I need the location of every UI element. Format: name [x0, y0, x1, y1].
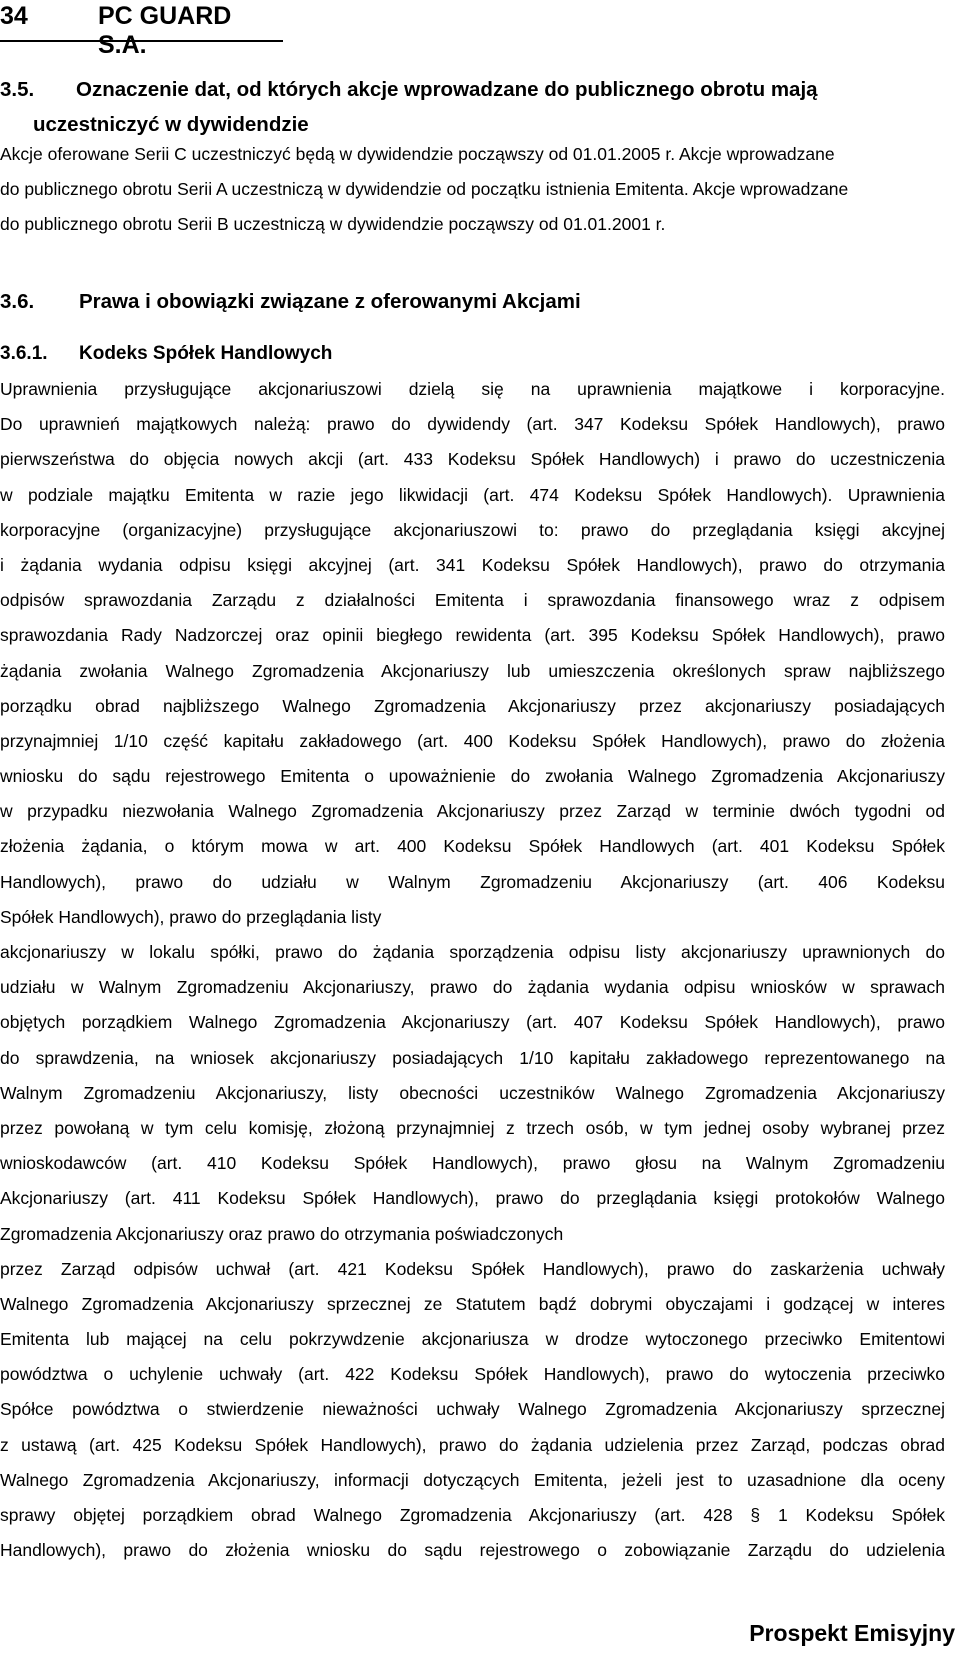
- paragraph-line: odpisów sprawozdania Zarządu z działalności Emitenta i sprawozdania finansowego wraz z odpisem: [0, 590, 945, 611]
- paragraph-line: udziału w Walnym Zgromadzeniu Akcjonariuszy, prawo do żądania wydania odpisu wniosków w sprawach: [0, 977, 945, 998]
- paragraph-line: sprawozdania Rady Nadzorczej oraz opinii biegłego rewidenta (art. 395 Kodeksu Spółek Handlowych), prawo: [0, 625, 945, 646]
- paragraph-line: powództwa o uchylenie uchwały (art. 422 Kodeksu Spółek Handlowych), prawo do wytoczenia przeciwko: [0, 1364, 945, 1385]
- paragraph-line: Handlowych), prawo do złożenia wniosku do sądu rejestrowego o zobowiązanie Zarządu do udzielenia: [0, 1540, 945, 1561]
- paragraph-line: z ustawą (art. 425 Kodeksu Spółek Handlowych), prawo do żądania udzielenia przez Zarząd, podczas obrad: [0, 1434, 945, 1455]
- section-3-6-heading: [0, 290, 581, 314]
- paragraph-line: Walnego Zgromadzenia Akcjonariuszy sprzecznej ze Statutem bądź dobrymi obyczajami i godzącej w interes: [0, 1293, 945, 1314]
- footer-label: Prospekt Emisyjny: [749, 1620, 955, 1646]
- paragraph-line: sprawy objętej porządkiem obrad Walnego Zgromadzenia Akcjonariuszy (art. 428 § 1 Kodeksu Spółek: [0, 1505, 945, 1525]
- paragraph-line: przynajmniej 1/10 część kapitału zakładowego (art. 400 Kodeksu Spółek Handlowych), prawo do złożenia: [0, 730, 945, 751]
- paragraph-line: Uprawnienia przysługujące akcjonariuszowi dzielą się na uprawnienia majątkowe i korporacyjne.: [0, 379, 945, 399]
- section-3-5-paragraph: [0, 137, 945, 243]
- paragraph-line: Akcje oferowane Serii C uczestniczyć będą w dywidendzie począwszy od 01.01.2005 r. Akcje wprowadzane: [0, 144, 835, 164]
- section-3-5-title-line2: uczestniczyć w dywidendzie: [33, 113, 309, 136]
- section-3-6-1-paragraph: [0, 372, 945, 1568]
- section-3-6-1-heading: [0, 343, 332, 365]
- section-3-6-title: Prawa i obowiązki związane z oferowanymi Akcjami: [79, 290, 581, 313]
- paragraph-line: Spółek Handlowych), prawo do przeglądania listy: [0, 906, 382, 927]
- paragraph-line: wniosku do sądu rejestrowego Emitenta o upoważnienie do zwołania Walnego Zgromadzenia Akcjonariuszy: [0, 766, 945, 787]
- paragraph-line: i żądania wydania odpisu księgi akcyjnej (art. 341 Kodeksu Spółek Handlowych), prawo do otrzymania: [0, 554, 945, 575]
- section-3-5-heading: [0, 72, 945, 107]
- section-3-6-number: 3.6.: [0, 290, 35, 313]
- paragraph-line: przez powołaną w tym celu komisję, złożoną przynajmniej z trzech osób, w tym jednej osoby wybranej przez: [0, 1117, 945, 1138]
- page-number: 34: [0, 2, 28, 30]
- paragraph-line: Walnym Zgromadzeniu Akcjonariuszy, listy obecności uczestników Walnego Zgromadzenia Akcjonariuszy: [0, 1082, 945, 1103]
- paragraph-line: do publicznego obrotu Serii A uczestniczą w dywidendzie od początku istnienia Emitenta. Akcje wprowadzane: [0, 179, 849, 200]
- paragraph-line: korporacyjne (organizacyjne) przysługujące akcjonariuszowi to: prawo do przeglądania księgi akcyjnej: [0, 519, 945, 540]
- section-3-5-number: 3.5.: [0, 78, 35, 101]
- section-3-5-title-line1: Oznaczenie dat, od których akcje wprowadzane do publicznego obrotu mają: [76, 78, 818, 101]
- paragraph-line: Akcjonariuszy (art. 411 Kodeksu Spółek Handlowych), prawo do przeglądania księgi protokołów Walnego: [0, 1188, 945, 1209]
- paragraph-line: Handlowych), prawo do udziału w Walnym Zgromadzeniu Akcjonariuszy (art. 406 Kodeksu: [0, 871, 945, 892]
- paragraph-line: akcjonariuszy w lokalu spółki, prawo do żądania sporządzenia odpisu listy akcjonariuszy uprawnionych do: [0, 942, 945, 962]
- paragraph-line: wnioskodawców (art. 410 Kodeksu Spółek Handlowych), prawo głosu na Walnym Zgromadzeniu: [0, 1153, 945, 1174]
- paragraph-line: objętych porządkiem Walnego Zgromadzenia Akcjonariuszy (art. 407 Kodeksu Spółek Handlowych), prawo: [0, 1012, 945, 1033]
- paragraph-line: przez Zarząd odpisów uchwał (art. 421 Kodeksu Spółek Handlowych), prawo do zaskarżenia uchwały: [0, 1258, 945, 1279]
- paragraph-line: do publicznego obrotu Serii B uczestniczą w dywidendzie począwszy od 01.01.2001 r.: [0, 214, 666, 235]
- paragraph-line: pierwszeństwa do objęcia nowych akcji (art. 433 Kodeksu Spółek Handlowych) i prawo do uczestniczenia: [0, 449, 945, 470]
- paragraph-line: żądania zwołania Walnego Zgromadzenia Akcjonariuszy lub umieszczenia określonych spraw najbliższego: [0, 660, 945, 681]
- page-header: [0, 0, 283, 59]
- paragraph-line: w przypadku niezwołania Walnego Zgromadzenia Akcjonariuszy przez Zarząd w terminie dwóch tygodni od: [0, 801, 945, 822]
- paragraph-line: Walnego Zgromadzenia Akcjonariuszy, informacji dotyczących Emitenta, jeżeli jest to uzasadnione dla oceny: [0, 1469, 945, 1490]
- paragraph-line: Emitenta lub mającej na celu pokrzywdzenie akcjonariusza w drodze wytoczonego przeciwko Emitentowi: [0, 1329, 945, 1350]
- paragraph-line: porządku obrad najbliższego Walnego Zgromadzenia Akcjonariuszy przez akcjonariuszy posiadających: [0, 695, 945, 716]
- section-3-6-1-number: 3.6.1.: [0, 343, 48, 364]
- paragraph-line: Do uprawnień majątkowych należą: prawo do dywidendy (art. 347 Kodeksu Spółek Handlowych), prawo: [0, 414, 945, 435]
- paragraph-line: Zgromadzenia Akcjonariuszy oraz prawo do otrzymania poświadczonych: [0, 1223, 564, 1244]
- paragraph-line: Spółce powództwa o stwierdzenie nieważności uchwały Walnego Zgromadzenia Akcjonariuszy sprzecznej: [0, 1399, 945, 1420]
- paragraph-line: w podziale majątku Emitenta w razie jego likwidacji (art. 474 Kodeksu Spółek Handlowych). Uprawnienia: [0, 484, 945, 505]
- paragraph-line: do sprawdzenia, na wniosek akcjonariuszy posiadających 1/10 kapitału zakładowego reprezentowanego na: [0, 1047, 945, 1068]
- paragraph-line: złożenia żądania, o którym mowa w art. 400 Kodeksu Spółek Handlowych (art. 401 Kodeksu Spółek: [0, 836, 945, 857]
- section-3-6-1-title: Kodeks Spółek Handlowych: [79, 343, 333, 364]
- company-name: PC GUARD S.A.: [98, 2, 232, 59]
